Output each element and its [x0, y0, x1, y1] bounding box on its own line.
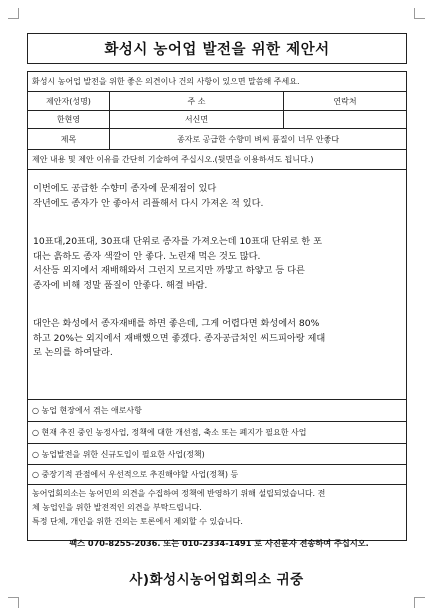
instruction-row [28, 150, 406, 170]
section-row-2 [28, 422, 406, 444]
crop-mark-bottom-left [8, 597, 19, 608]
document-title: 화성시 농어업 발전을 위한 제안서 [27, 33, 407, 64]
footer-note-line: 체 농업인을 위한 발전적인 의견을 부탁드립니다. [32, 503, 202, 512]
contact-instruction: 팩스 070-8255-2036. 또는 010-2334-1491 로 사진문자 전송하여 주십시오. [69, 538, 369, 548]
body-line: 대안은 화성에서 종자재배를 하면 좋은데, 그게 어렵다면 화성에서 80% [33, 318, 320, 329]
crop-mark-top-right [414, 8, 425, 19]
address-label: 주 소 [110, 92, 284, 110]
section-new-projects: ○ 농업발전을 위한 신규도입이 필요한 사업(정책) [32, 449, 205, 459]
proposer-value-row [28, 111, 406, 129]
body-paragraph-2 [33, 235, 401, 293]
contact-label: 연락처 [333, 96, 357, 106]
subject-text: 종자로 공급한 수향미 벼씨 품질이 너무 안좋다 [176, 134, 340, 144]
intro-row [28, 72, 406, 92]
body-paragraph-3 [33, 317, 401, 361]
body-line: 로 논의를 하여달라. [33, 347, 113, 358]
section-policy-improvements: ○ 현재 추진 중인 농정사업, 정책에 대한 개선점, 축소 또는 폐지가 필요한 사업 [32, 428, 307, 437]
section-long-term: ○ 중장기적 관점에서 우선적으로 추진해야할 사업(정책) 등 [32, 470, 239, 479]
proposer-label: 제안자(성명) [28, 92, 110, 110]
signature-addressee: 사)화성시농어업회의소 귀중 [129, 572, 304, 588]
intro-text: 화성시 농어업 발전을 위한 좋은 의견이나 건의 사항이 있으면 말씀해 주세요. [32, 77, 300, 86]
body-line: 이번에도 공급한 수향미 종자에 문제점이 있다 [33, 183, 217, 194]
body-paragraph-1 [33, 182, 401, 211]
proposal-form [27, 71, 407, 541]
section-row-3 [28, 444, 406, 465]
subject-row [28, 129, 406, 150]
body-line: 서산등 외지에서 재배해와서 그런지 모르지만 까맣고 하얗고 등 다른 [33, 265, 305, 276]
section-hardships: ○ 농업 현장에서 겪는 애로사항 [32, 406, 142, 415]
crop-mark-top-left [8, 8, 19, 19]
body-line: 하고 20%는 외지에서 재배했으면 좋겠다. 종자공급처인 씨드피아랑 제대 [33, 332, 326, 344]
contact-value [284, 111, 406, 128]
subject-label: 제목 [28, 129, 110, 149]
proposer-header-row [28, 92, 406, 111]
crop-mark-bottom-right [414, 597, 425, 608]
proposal-body [28, 170, 406, 400]
body-line: 종자에 비해 정말 품질이 안좋다. 해결 바람. [33, 279, 208, 291]
footer-note-line: 농어업회의소는 농어민의 의견을 수집하여 정책에 반영하기 위해 설립되었습니다. 전 [32, 489, 326, 498]
section-row-1 [28, 400, 406, 422]
body-line: 10표대,20표대, 30표대 단위로 종자를 가져오는데 10표대 단위로 한 포 [33, 236, 322, 247]
proposer-name: 한현영 [28, 111, 110, 128]
body-line: 작년에도 종자가 안 좋아서 리플해서 다시 가져온 적 있다. [33, 197, 264, 209]
body-line: 대는 흙하도 종자 색깔이 안 좋다. 노린재 먹은 것도 많다. [33, 250, 261, 262]
proposer-location: 서신면 [110, 111, 284, 128]
instruction-text: 제안 내용 및 제안 이유를 간단히 기술하여 주십시오.(뒷면을 이용하셔도 됩니다.) [32, 155, 314, 164]
section-row-4 [28, 465, 406, 485]
footer-note [32, 487, 402, 529]
footer-note-line: 특정 단체, 개인을 위한 건의는 토론에서 제외할 수 있습니다. [32, 517, 243, 526]
